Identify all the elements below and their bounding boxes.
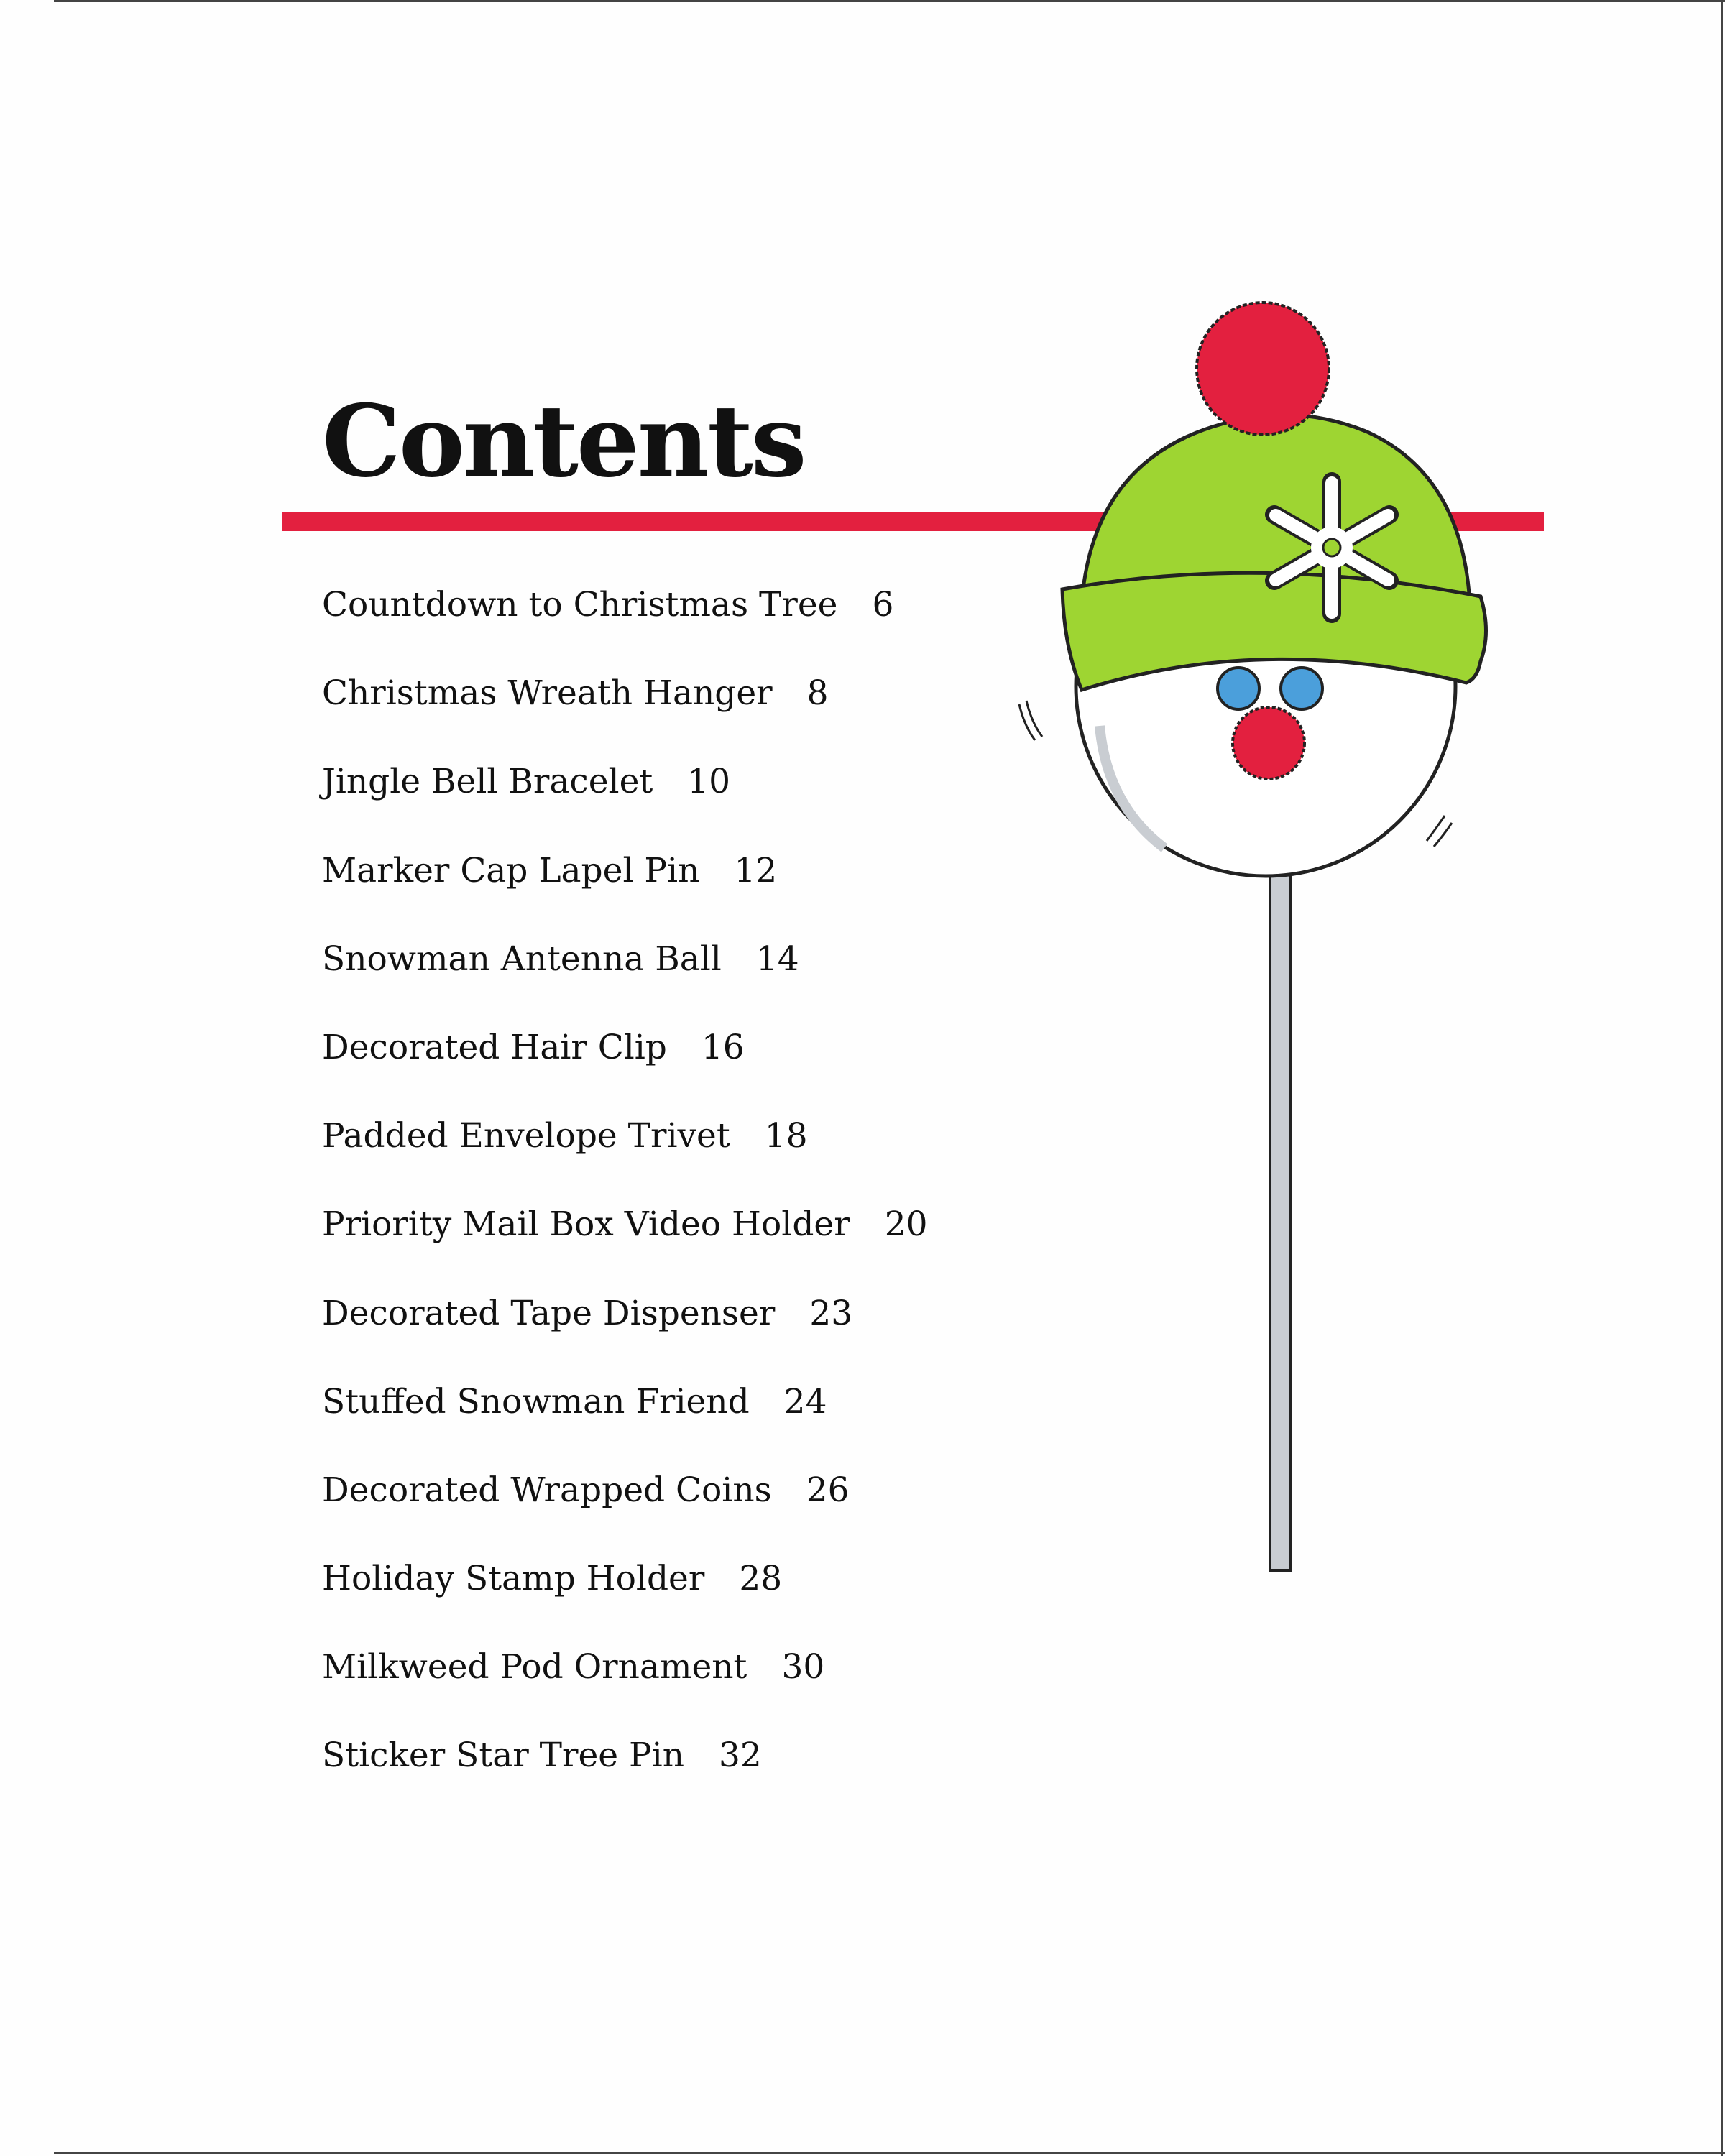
antenna-stick <box>1270 852 1290 1570</box>
toc-entry-title: Decorated Tape Dispenser <box>322 1293 776 1333</box>
toc-entry-title: Sticker Star Tree Pin <box>322 1736 684 1776</box>
toc-entry-title: Decorated Wrapped Coins <box>322 1470 772 1510</box>
toc-entry-title: Countdown to Christmas Tree <box>322 585 838 625</box>
hat-pompom <box>1197 303 1329 435</box>
toc-entry-title: Priority Mail Box Video Holder <box>322 1204 850 1245</box>
toc-entry-title: Padded Envelope Trivet <box>322 1116 730 1156</box>
toc-entry-page-number: 8 <box>806 673 829 714</box>
toc-entry-page-number: 18 <box>764 1116 808 1156</box>
toc-entry-page-number: 32 <box>718 1736 762 1776</box>
toc-entry-page-number: 10 <box>687 762 731 802</box>
toc-entry-page-number: 12 <box>734 850 778 890</box>
toc-entry-title: Decorated Hair Clip <box>322 1027 667 1067</box>
page-title: Contents <box>322 382 805 499</box>
toc-entry-page-number: 28 <box>739 1559 783 1599</box>
toc-entry-title: Milkweed Pod Ornament <box>322 1647 748 1687</box>
toc-entry-page-number: 6 <box>872 585 894 625</box>
toc-entry-page-number: 26 <box>806 1470 850 1510</box>
toc-entry-title: Snowman Antenna Ball <box>322 939 722 979</box>
toc-entry-title: Jingle Bell Bracelet <box>322 762 653 802</box>
left-eye <box>1218 668 1259 709</box>
toc-entry-page-number: 24 <box>783 1381 827 1422</box>
toc-entry-page-number: 23 <box>809 1293 853 1333</box>
toc-entry-page-number: 30 <box>781 1647 825 1687</box>
toc-entry-page-number: 16 <box>701 1027 745 1067</box>
right-eye <box>1281 668 1322 709</box>
toc-entry-title: Holiday Stamp Holder <box>322 1559 705 1599</box>
toc-entry-title: Stuffed Snowman Friend <box>322 1381 750 1422</box>
toc-entry-page-number: 14 <box>755 939 799 979</box>
toc-entry-page-number: 20 <box>884 1204 928 1245</box>
pompom-nose <box>1233 707 1305 779</box>
toc-entry-title: Christmas Wreath Hanger <box>322 673 773 714</box>
toc-entry-title: Marker Cap Lapel Pin <box>322 850 700 890</box>
